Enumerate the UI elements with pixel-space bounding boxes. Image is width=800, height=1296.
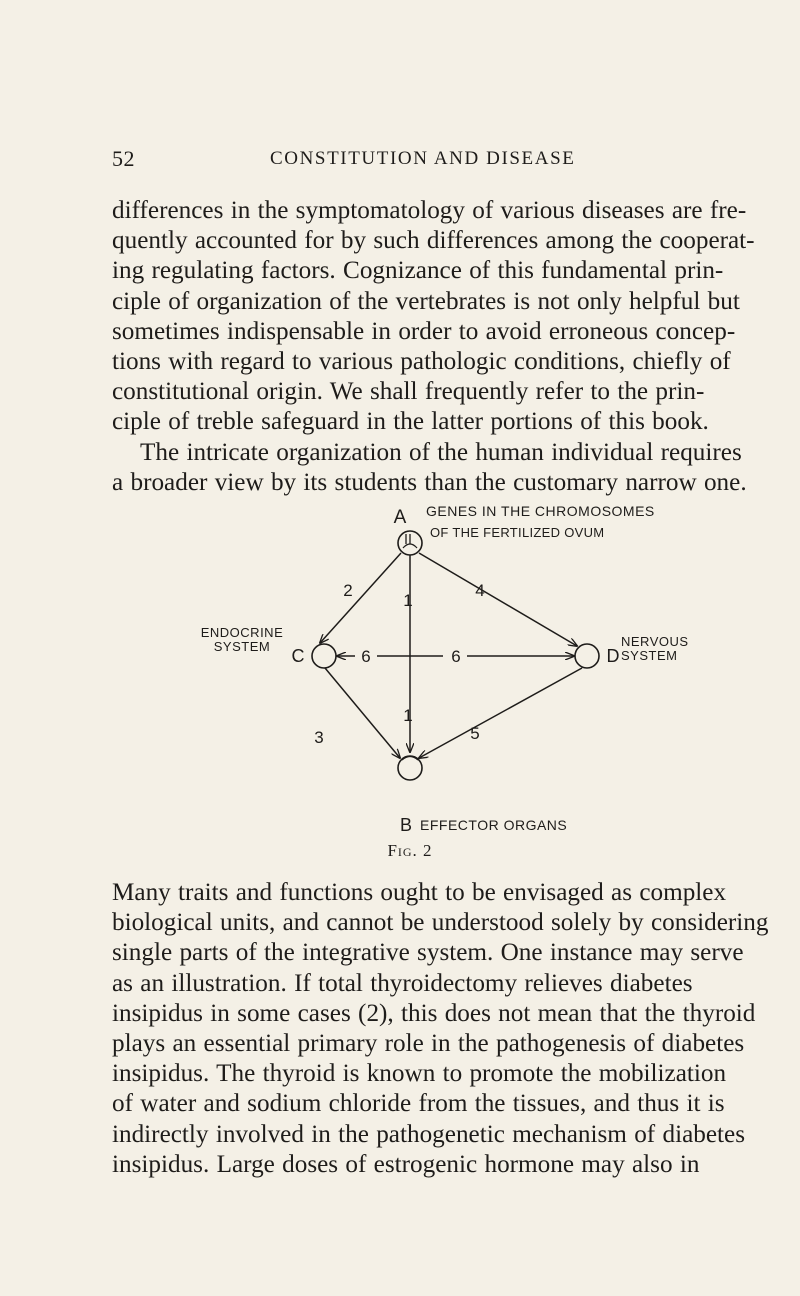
text-line: insipidus. Large doses of estrogenic hormone may also in	[112, 1150, 700, 1178]
node-d-circle	[575, 644, 599, 668]
path-5-arrow	[419, 668, 582, 758]
figure-caption: Fig. 2	[387, 841, 433, 860]
path-2-label: 2	[343, 581, 353, 600]
path-4-arrow	[419, 553, 577, 646]
node-c-label-line2: SYSTEM	[213, 639, 271, 654]
text-line: biological units, and cannot be understood solely by considering	[112, 909, 769, 937]
node-b-letter: B	[399, 815, 413, 835]
path-1-lower-label: 1	[403, 706, 413, 725]
text-line: Many traits and functions ought to be envisaged as complex	[112, 879, 727, 906]
text-line: of water and sodium chloride from the tissues, and thus it is	[112, 1090, 725, 1118]
node-d-label-line1: NERVOUS	[621, 634, 689, 649]
text-line: constitutional origin. We shall frequently refer to the prin-	[112, 378, 705, 406]
text-line: differences in the symptomatology of various diseases are fre-	[112, 197, 747, 224]
node-d-label-line2: SYSTEM	[621, 648, 678, 663]
figure-2	[180, 496, 689, 866]
text-line: sometimes indispensable in order to avoid erroneous concep-	[112, 317, 736, 345]
node-c-letter: C	[291, 646, 305, 666]
text-line: a broader view by its students than the customary narrow one.	[112, 468, 747, 496]
node-b-circle	[398, 756, 422, 780]
page-number: 52	[112, 146, 135, 171]
node-a-circle	[398, 531, 422, 555]
text-line: insipidus in some cases (2), this does not mean that the thyroid	[112, 999, 756, 1027]
path-2-arrow	[320, 553, 401, 643]
text-line: ing regulating factors. Cognizance of this fundamental prin-	[112, 257, 724, 285]
node-b-label: EFFECTOR ORGANS	[420, 817, 568, 833]
text-line: indirectly involved in the pathogenetic mechanism of diabetes	[112, 1120, 745, 1148]
text-line: insipidus. The thyroid is known to promote the mobilization	[112, 1060, 727, 1088]
regulation-diagram	[180, 496, 689, 866]
node-d-letter: D	[606, 646, 620, 666]
node-a-label-line2: OF THE FERTILIZED OVUM	[430, 525, 605, 540]
paragraph-1	[112, 196, 755, 498]
path-1-upper-label: 1	[403, 591, 413, 610]
path-6-right-label: 6	[451, 647, 461, 666]
node-a-letter: A	[393, 507, 407, 528]
text-line: ciple of organization of the vertebrates is not only helpful but	[112, 287, 740, 315]
path-3-arrow	[325, 668, 400, 758]
text-line: single parts of the integrative system. One instance may serve	[112, 939, 744, 967]
path-4-label: 4	[475, 581, 485, 600]
page-header	[112, 146, 692, 176]
text-line: quently accounted for by such differences among the cooperat-	[112, 227, 755, 255]
path-3-label: 3	[314, 728, 324, 747]
path-6-left-label: 6	[361, 647, 371, 666]
node-c-label-line1: ENDOCRINE	[200, 625, 284, 640]
text-line: plays an essential primary role in the pathogenesis of diabetes	[112, 1029, 745, 1057]
text-line: tions with regard to various pathologic conditions, chiefly of	[112, 347, 731, 375]
text-line: The intricate organization of the human individual requires	[140, 438, 742, 466]
node-a-label-line1: GENES IN THE CHROMOSOMES	[426, 503, 655, 519]
running-head: CONSTITUTION AND DISEASE	[270, 148, 576, 169]
text-line: ciple of treble safeguard in the latter portions of this book.	[112, 408, 709, 436]
text-line: as an illustration. If total thyroidectomy relieves diabetes	[112, 969, 693, 997]
node-c-circle	[312, 644, 336, 668]
paragraph-2	[112, 878, 769, 1180]
path-5-label: 5	[470, 724, 480, 743]
